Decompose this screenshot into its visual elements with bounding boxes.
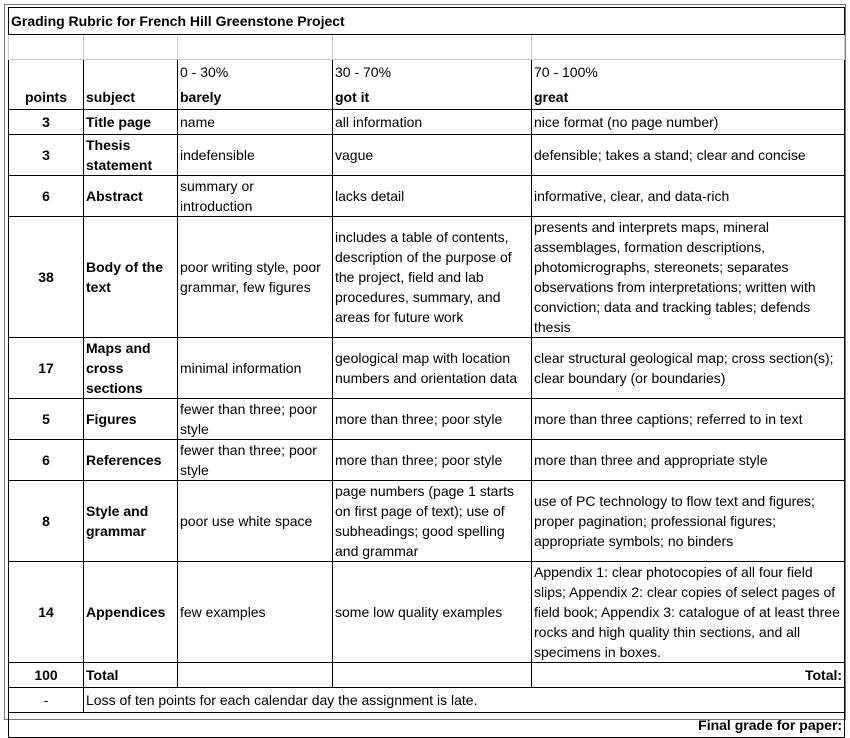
empty-cell xyxy=(178,35,333,60)
table-row xyxy=(9,135,845,176)
title-row xyxy=(9,8,845,35)
table-row xyxy=(9,399,845,440)
header-got-it: got it xyxy=(333,85,532,110)
subject-cell: Abstract xyxy=(84,176,178,217)
got-it-cell: page numbers (page 1 starts on first page of text); use of subheadings; good spelling and grammar xyxy=(333,481,532,562)
range-row xyxy=(9,60,845,85)
great-cell: nice format (no page number) xyxy=(532,110,845,135)
subject-cell: Body of the text xyxy=(84,217,178,338)
barely-cell: name xyxy=(178,110,333,135)
great-cell: defensible; takes a stand; clear and concise xyxy=(532,135,845,176)
empty-cell xyxy=(333,35,532,60)
table-row xyxy=(9,562,845,663)
header-subject: subject xyxy=(84,85,178,110)
total-points: 100 xyxy=(9,663,84,688)
late-mark: - xyxy=(9,688,84,713)
blank-row xyxy=(9,35,845,60)
late-policy: Loss of ten points for each calendar day the assignment is late. xyxy=(84,688,845,713)
got-it-cell: some low quality examples xyxy=(333,562,532,663)
empty-cell xyxy=(84,60,178,85)
points-cell: 3 xyxy=(9,135,84,176)
great-cell: informative, clear, and data-rich xyxy=(532,176,845,217)
barely-cell: fewer than three; poor style xyxy=(178,440,333,481)
points-cell: 6 xyxy=(9,440,84,481)
great-cell: more than three and appropriate style xyxy=(532,440,845,481)
barely-cell: indefensible xyxy=(178,135,333,176)
points-cell: 8 xyxy=(9,481,84,562)
empty-cell xyxy=(9,60,84,85)
header-points: points xyxy=(9,85,84,110)
table-row xyxy=(9,217,845,338)
range-barely: 0 - 30% xyxy=(178,60,333,85)
subject-cell: Appendices xyxy=(84,562,178,663)
table-row xyxy=(9,440,845,481)
empty-cell xyxy=(9,713,84,738)
points-cell: 14 xyxy=(9,562,84,663)
total-row xyxy=(9,663,845,688)
range-great: 70 - 100% xyxy=(532,60,845,85)
got-it-cell: all information xyxy=(333,110,532,135)
late-row xyxy=(9,688,845,713)
table-row xyxy=(9,110,845,135)
got-it-cell: lacks detail xyxy=(333,176,532,217)
barely-cell: minimal information xyxy=(178,338,333,399)
points-cell: 5 xyxy=(9,399,84,440)
great-cell: use of PC technology to flow text and figures; proper pagination; professional figures; appropriate symbols; no binders xyxy=(532,481,845,562)
empty-cell xyxy=(532,35,845,60)
points-cell: 17 xyxy=(9,338,84,399)
barely-cell: fewer than three; poor style xyxy=(178,399,333,440)
range-got-it: 30 - 70% xyxy=(333,60,532,85)
points-cell: 3 xyxy=(9,110,84,135)
subject-cell: Title page xyxy=(84,110,178,135)
great-cell: presents and interprets maps, mineral assemblages, formation descriptions, photomicrographs, stereonets; separates observations from interpretations; written with conviction; data and tracking tables; defends thesis xyxy=(532,217,845,338)
subject-cell: Maps and cross sections xyxy=(84,338,178,399)
final-row xyxy=(9,713,845,738)
rubric-table xyxy=(8,7,845,738)
got-it-cell: more than three; poor style xyxy=(333,399,532,440)
total-label: Total xyxy=(84,663,178,688)
barely-cell: poor writing style, poor grammar, few figures xyxy=(178,217,333,338)
subject-cell: References xyxy=(84,440,178,481)
great-cell: clear structural geological map; cross section(s); clear boundary (or boundaries) xyxy=(532,338,845,399)
points-cell: 38 xyxy=(9,217,84,338)
got-it-cell: includes a table of contents, description of the purpose of the project, field and lab procedures, summary, and areas for future work xyxy=(333,217,532,338)
table-row xyxy=(9,338,845,399)
empty-cell xyxy=(178,663,333,688)
got-it-cell: geological map with location numbers and orientation data xyxy=(333,338,532,399)
barely-cell: poor use white space xyxy=(178,481,333,562)
subject-cell: Style and grammar xyxy=(84,481,178,562)
great-cell: Appendix 1: clear photocopies of all four field slips; Appendix 2: clear copies of select pages of field book; Appendix 3: catalogue of at least three rocks and high quality thin sections, and all specimens in boxes. xyxy=(532,562,845,663)
final-grade-label: Final grade for paper: xyxy=(84,713,845,738)
points-cell: 6 xyxy=(9,176,84,217)
total-score-label: Total: xyxy=(532,663,845,688)
empty-cell xyxy=(84,35,178,60)
got-it-cell: vague xyxy=(333,135,532,176)
barely-cell: few examples xyxy=(178,562,333,663)
subject-cell: Figures xyxy=(84,399,178,440)
table-row xyxy=(9,481,845,562)
subject-cell: Thesis statement xyxy=(84,135,178,176)
barely-cell: summary or introduction xyxy=(178,176,333,217)
empty-cell xyxy=(9,35,84,60)
rubric-title: Grading Rubric for French Hill Greenstone Project xyxy=(9,8,845,35)
header-great: great xyxy=(532,85,845,110)
great-cell: more than three captions; referred to in text xyxy=(532,399,845,440)
empty-cell xyxy=(333,663,532,688)
table-row xyxy=(9,176,845,217)
header-row xyxy=(9,85,845,110)
header-barely: barely xyxy=(178,85,333,110)
got-it-cell: more than three; poor style xyxy=(333,440,532,481)
